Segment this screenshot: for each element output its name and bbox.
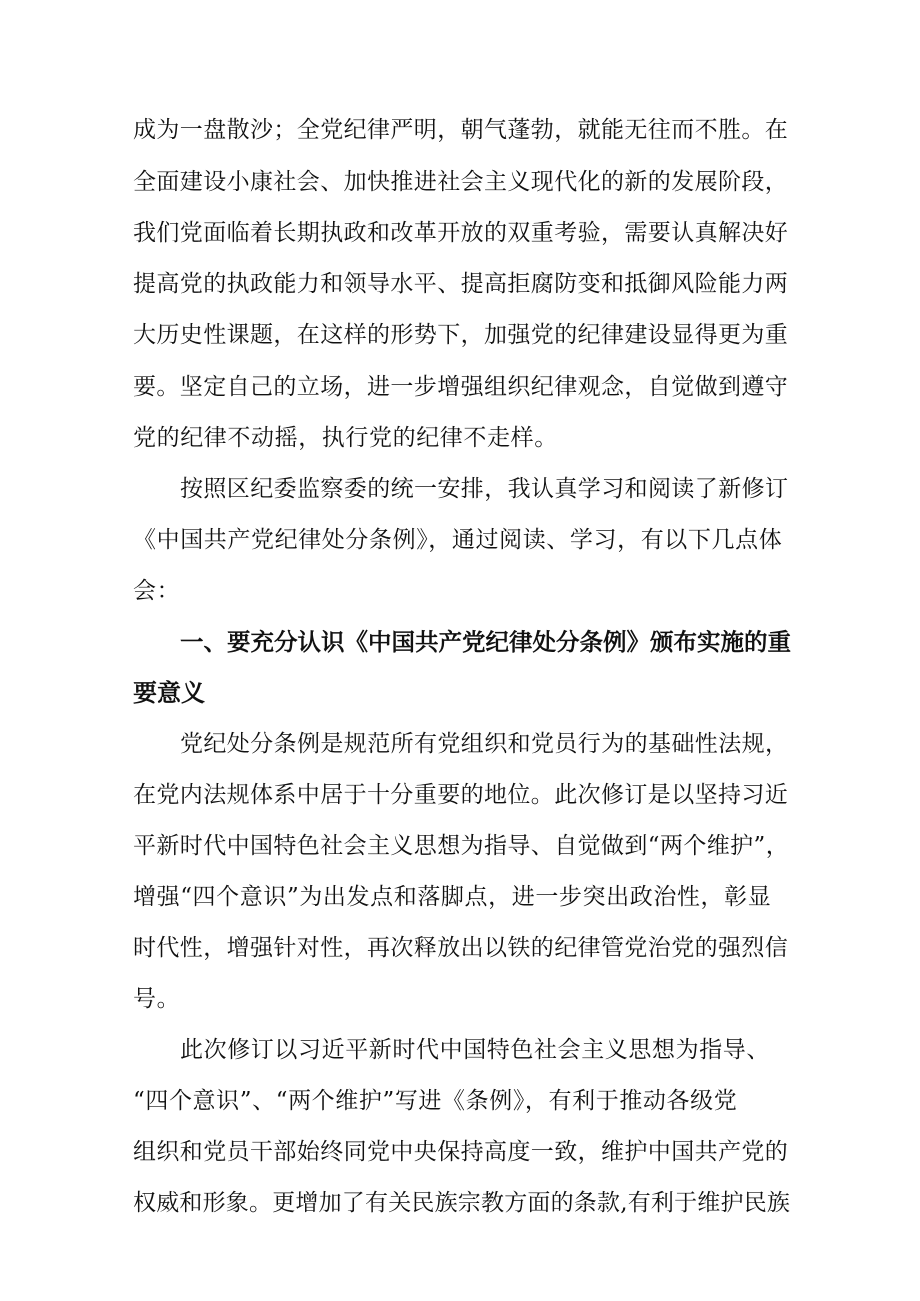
- paragraph-line: 党的纪律不动摇，执行党的纪律不走样。: [133, 425, 558, 451]
- paragraph-line: 号。: [133, 986, 181, 1012]
- paragraph-line: 《中国共产党纪律处分条例》，通过阅读、学习，有以下几点体: [133, 527, 783, 553]
- paragraph-line: 在党内法规体系中居于十分重要的地位。此次修订是以坚持习近: [133, 782, 789, 808]
- paragraph-line: 按照区纪委监察委的统一安排，我认真学习和阅读了新修订: [180, 476, 789, 502]
- paragraph-line: 全面建设小康社会、加快推进社会主义现代化的新的发展阶段，: [133, 169, 789, 195]
- paragraph-line: 增强“四个意识”为出发点和落脚点，进一步突出政治性，彰显: [133, 884, 772, 910]
- paragraph-line: 平新时代中国特色社会主义思想为指导、自觉做到“两个维护”，: [133, 833, 790, 859]
- paragraph-line: 权威和形象。更增加了有关民族宗教方面的条款,有利于维护民族: [133, 1190, 791, 1216]
- section-heading: 要意义: [133, 679, 205, 707]
- paragraph-line: 要。坚定自己的立场，进一步增强组织纪律观念，自觉做到遵守: [133, 374, 789, 400]
- section-heading: 一、要充分认识《中国共产党纪律处分条例》颁布实施的重: [180, 628, 791, 656]
- paragraph-line: 党纪处分条例是规范所有党组织和党员行为的基础性法规，: [180, 731, 789, 757]
- paragraph-line: 时代性，增强针对性，再次释放出以铁的纪律管党治党的强烈信: [133, 935, 789, 961]
- paragraph-line: 成为一盘散沙；全党纪律严明，朝气蓬勃，就能无往而不胜。在: [133, 117, 789, 143]
- paragraph-line: 我们党面临着长期执政和改革开放的双重考验，需要认真解决好: [133, 220, 789, 246]
- paragraph-line: 提高党的执政能力和领导水平、提高拒腐防变和抵御风险能力两: [133, 271, 789, 297]
- paragraph-line: 组织和党员干部始终同党中央保持高度一致，维护中国共产党的: [133, 1139, 789, 1165]
- paragraph-line: 大历史性课题，在这样的形势下，加强党的纪律建设显得更为重: [133, 322, 789, 348]
- paragraph-line: 此次修订以习近平新时代中国特色社会主义思想为指导、: [180, 1037, 770, 1063]
- paragraph-line: 会：: [133, 578, 181, 604]
- paragraph-line: “四个意识”、“两个维护”写进《条例》，有利于推动各级党: [133, 1088, 738, 1114]
